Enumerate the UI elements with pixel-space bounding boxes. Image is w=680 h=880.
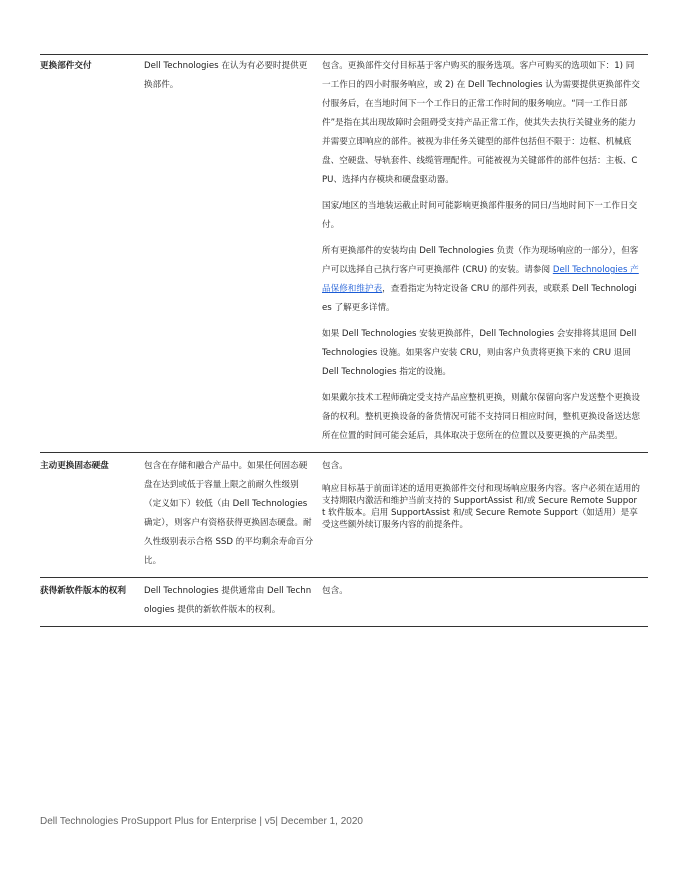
feature-details [322, 453, 648, 578]
feature-name: 获得新软件版本的权利 [40, 586, 126, 596]
warranty-table-link[interactable]: Dell Technologies 产品保修和维护表 [322, 265, 639, 294]
table-row [40, 453, 648, 578]
service-features-table [40, 54, 648, 627]
feature-description: Dell Technologies 在认为有必要时提供更换部件。 [144, 61, 308, 90]
details-paragraph: 如果 Dell Technologies 安装更换部件，Dell Technologies 会安排将其退回 Dell Technologies 设施。如果客户安装 CRU，则由客户负责将更换下来的 CRU 退回 Dell Technologies 指定的设施。 [322, 329, 637, 377]
table-row [40, 55, 648, 453]
feature-details [322, 55, 648, 453]
details-paragraph: 包含。 [322, 461, 348, 471]
details-paragraph: 包含。 [322, 586, 348, 596]
details-paragraph: 如果戴尔技术工程师确定受支持产品应整机更换，则戴尔保留向客户发送整个更换设备的权利。整机更换设备的备货情况可能不支持同日相应时间，整机更换设备送达您所在位置的时间可能会延后，具体取决于您所在的位置以及要更换的产品类型。 [322, 393, 640, 441]
feature-description: 包含在存储和融合产品中。如果任何固态硬盘在达到或低于容量上限之前耐久性级别（定义如下）较低（由 Dell Technologies 确定），则客户有资格获得更换固态硬盘。耐久性级别表示合格 SSD 的平均剩余寿命百分比。 [144, 461, 314, 566]
feature-details [322, 578, 648, 627]
feature-description: Dell Technologies 提供通常由 Dell Technologies 提供的新软件版本的权利。 [144, 586, 312, 615]
feature-name: 主动更换固态硬盘 [40, 461, 109, 471]
details-paragraph: 国家/地区的当地装运截止时间可能影响更换部件服务的同日/当地时间下一工作日交付。 [322, 201, 638, 230]
details-paragraph [322, 242, 640, 318]
details-paragraph: 响应目标基于前面详述的适用更换部件交付和现场响应服务内容。客户必须在适用的支持期限内激活和维护当前支持的 SupportAssist 和/或 Secure Remote Support 软件版本。启用 SupportAssist 和/或 Secure Remote Support（如适用）是享受这些额外续订服务内容的前提条件。 [322, 484, 640, 530]
details-paragraph: 包含。更换部件交付目标基于客户购买的服务选项。客户可购买的选项如下：1) 同一工作日的四小时服务响应，或 2) 在 Dell Technologies 认为需要提供更换部件交付服务后，在当地时间下一个工作日的正常工作时间的服务响应。“同一工作日部件”是指在其出现故障时会阻碍受支持产品正常工作，使其失去执行关键业务的能力并需要立即响应的部件。被视为非任务关键型的部件包括但不限于：边框、机械底盘、空硬盘、导轨套件、线缆管理配件。可能被视为关键部件的部件包括：主板、CPU、选择内存模块和硬盘驱动器。 [322, 61, 640, 185]
feature-name: 更换部件交付 [40, 61, 92, 71]
table-row [40, 578, 648, 627]
page-footer: Dell Technologies ProSupport Plus for Enterprise | v5| December 1, 2020 [40, 816, 363, 827]
details-text: 所有更换部件的安装均由 Dell Technologies 负责（作为现场响应的一部分），但客户可以选择自己执行客户可更换部件 (CRU) 的安装。请参阅 [322, 246, 639, 275]
details-text: ，查看指定为特定设备 CRU 的部件列表，或联系 Dell Technologies 了解更多详情。 [322, 284, 637, 313]
